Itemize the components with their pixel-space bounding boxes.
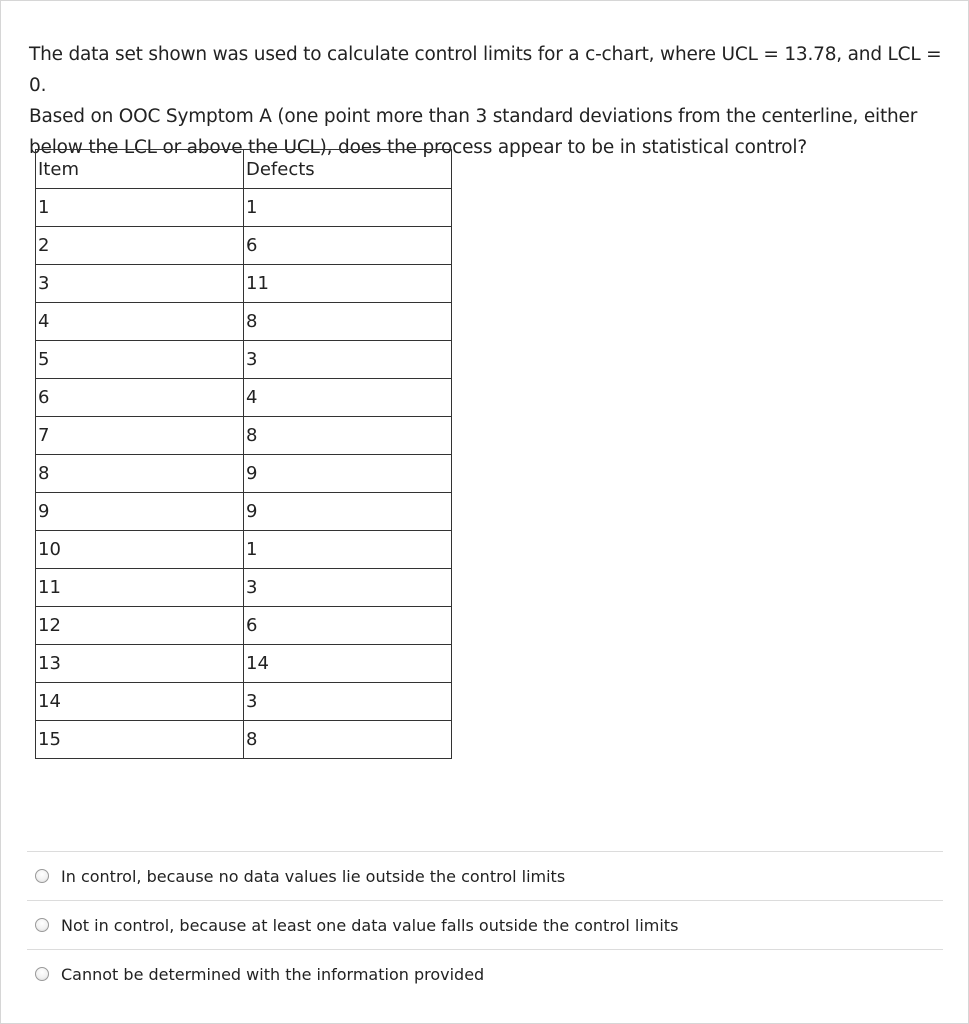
defects-cell: 8 bbox=[244, 303, 452, 341]
answer-options bbox=[27, 851, 943, 998]
table-row bbox=[36, 455, 452, 493]
data-table bbox=[35, 149, 452, 759]
item-cell: 12 bbox=[36, 607, 244, 645]
table-row bbox=[36, 417, 452, 455]
item-cell: 1 bbox=[36, 189, 244, 227]
item-cell: 4 bbox=[36, 303, 244, 341]
item-cell: 13 bbox=[36, 645, 244, 683]
table-row bbox=[36, 189, 452, 227]
defects-cell: 3 bbox=[244, 569, 452, 607]
item-cell: 9 bbox=[36, 493, 244, 531]
defects-cell: 4 bbox=[244, 379, 452, 417]
table-row bbox=[36, 721, 452, 759]
question-line-3: below the LCL or above the UCL), does the process appear to be in statistical control? bbox=[29, 137, 807, 158]
item-cell: 5 bbox=[36, 341, 244, 379]
question-line-2: Based on OOC Symptom A (one point more than 3 standard deviations from the centerline, either bbox=[29, 106, 918, 127]
defects-cell: 11 bbox=[244, 265, 452, 303]
item-cell: 2 bbox=[36, 227, 244, 265]
defects-cell: 8 bbox=[244, 417, 452, 455]
table-row bbox=[36, 379, 452, 417]
answer-option-label[interactable]: In control, because no data values lie outside the control limits bbox=[61, 866, 566, 886]
item-cell: 3 bbox=[36, 265, 244, 303]
item-cell: 8 bbox=[36, 455, 244, 493]
radio-button[interactable] bbox=[35, 869, 49, 883]
answer-option-label[interactable]: Cannot be determined with the information provided bbox=[61, 964, 485, 984]
defects-cell: 8 bbox=[244, 721, 452, 759]
question-line-1: The data set shown was used to calculate control limits for a c-chart, where UCL = 13.78, and LCL = 0. bbox=[29, 44, 942, 96]
defects-cell: 9 bbox=[244, 455, 452, 493]
question-text bbox=[29, 39, 949, 163]
table-row bbox=[36, 607, 452, 645]
table-row bbox=[36, 493, 452, 531]
radio-button[interactable] bbox=[35, 967, 49, 981]
item-cell: 10 bbox=[36, 531, 244, 569]
table-row bbox=[36, 227, 452, 265]
item-cell: 14 bbox=[36, 683, 244, 721]
table-row bbox=[36, 683, 452, 721]
answer-option-3[interactable] bbox=[27, 949, 943, 998]
defects-cell: 6 bbox=[244, 607, 452, 645]
item-cell: 11 bbox=[36, 569, 244, 607]
defects-cell: 14 bbox=[244, 645, 452, 683]
table-header-row bbox=[36, 150, 452, 189]
table-row bbox=[36, 569, 452, 607]
table-row bbox=[36, 531, 452, 569]
defects-cell: 6 bbox=[244, 227, 452, 265]
defects-cell: 3 bbox=[244, 341, 452, 379]
item-cell: 15 bbox=[36, 721, 244, 759]
answer-option-1[interactable] bbox=[27, 851, 943, 900]
defects-cell: 9 bbox=[244, 493, 452, 531]
item-cell: 7 bbox=[36, 417, 244, 455]
table-row bbox=[36, 265, 452, 303]
table-row bbox=[36, 303, 452, 341]
item-cell: 6 bbox=[36, 379, 244, 417]
table-row bbox=[36, 341, 452, 379]
answer-option-2[interactable] bbox=[27, 900, 943, 949]
column-header-defects: Defects bbox=[244, 150, 452, 189]
defects-cell: 1 bbox=[244, 531, 452, 569]
defects-cell: 1 bbox=[244, 189, 452, 227]
table-row bbox=[36, 645, 452, 683]
radio-button[interactable] bbox=[35, 918, 49, 932]
answer-option-label[interactable]: Not in control, because at least one data value falls outside the control limits bbox=[61, 915, 679, 935]
defects-cell: 3 bbox=[244, 683, 452, 721]
column-header-item: Item bbox=[36, 150, 244, 189]
